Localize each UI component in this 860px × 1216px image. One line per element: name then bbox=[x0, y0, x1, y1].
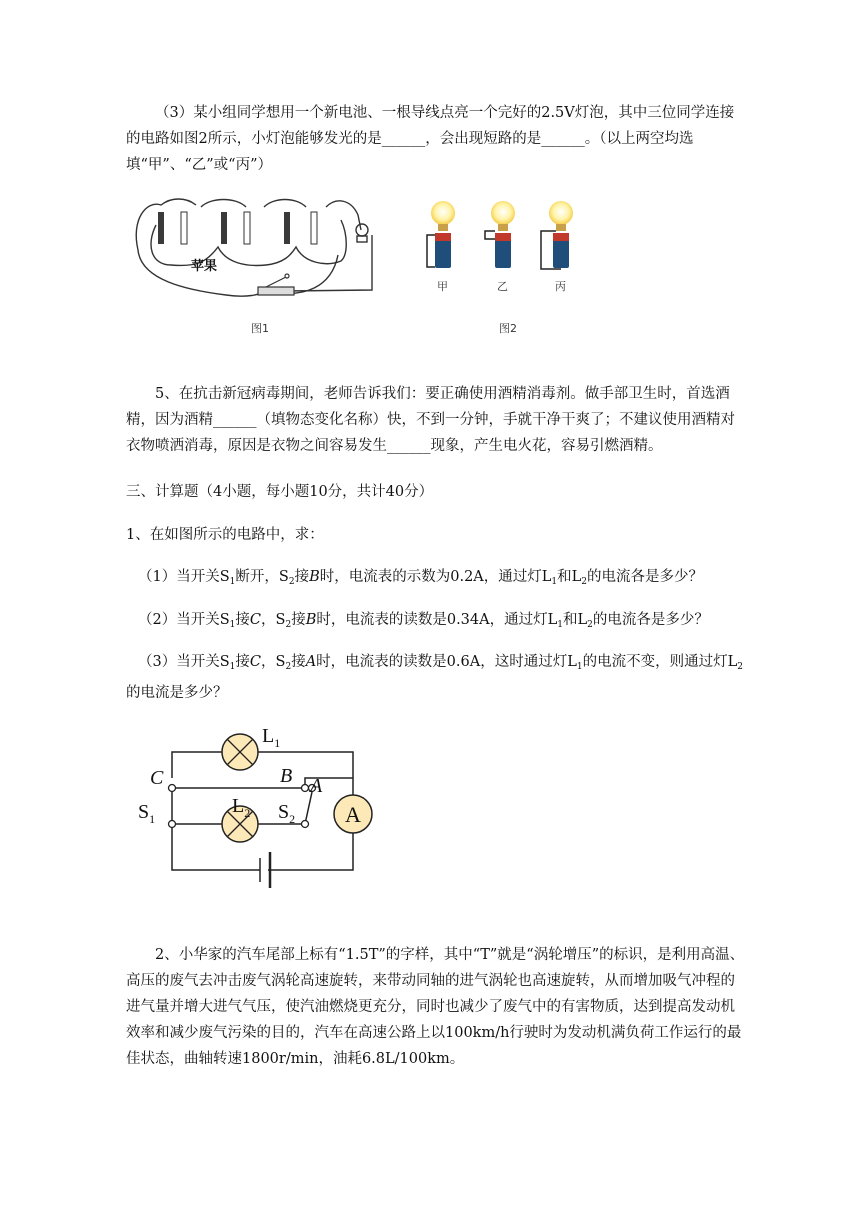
calc-1-q3: （3）当开关$S_1$接C，$S_2$接A时，电流表的读数是0.6A，这时通过灯$L_1$的电流不变，则通过灯$L_2$的电流是多少？ bbox=[126, 654, 743, 701]
calc-1-q1: （1）当开关$S_1$断开，$S_2$接B时，电流表的示数为0.2A，通过灯$L_1$和$L_2$的电流各是多少？ bbox=[138, 569, 704, 587]
label-s2: $S_2$ bbox=[278, 801, 296, 826]
question-3-text: （3）某小组同学想用一个新电池、一根导线点亮一个完好的2.5V灯泡，其中三位同学连接的电路如图2所示，小灯泡能够发光的是______，会出现短路的是______。（以上两空均选填“甲”、“乙”或“丙”） bbox=[126, 105, 735, 173]
label-c: C bbox=[150, 767, 164, 789]
fig2-label-jia: 甲 bbox=[437, 280, 448, 293]
label-b: B bbox=[280, 765, 293, 787]
lamp-l1 bbox=[222, 734, 258, 770]
fig2-label-bing: 丙 bbox=[555, 280, 566, 293]
svg-text:A: A bbox=[345, 802, 361, 827]
setup-jia bbox=[427, 201, 455, 268]
circuit-diagram bbox=[130, 720, 390, 900]
figure-2-bulb-setups bbox=[415, 195, 595, 340]
label-s1: $S_1$ bbox=[138, 801, 156, 826]
setup-bing bbox=[541, 201, 573, 269]
label-a: A bbox=[310, 775, 323, 797]
calc-1-intro: 1、在如图所示的电路中，求： bbox=[126, 527, 324, 543]
question-5-text: 5、在抗击新冠病毒期间，老师告诉我们：要正确使用酒精消毒剂。做手部卫生时，首选酒精，因为酒精______（填物态变化名称）快，不到一分钟，手就干净干爽了；不建议使用酒精对衣物喷洒消毒，原因是衣物之间容易发生______现象，产生电火花，容易引燃酒精。 bbox=[126, 386, 735, 454]
calc-2-text: 2、小华家的汽车尾部上标有“1.5T”的字样，其中“T”就是“涡轮增压”的标识，是利用高温、高压的废气去冲击废气涡轮高速旋转，来带动同轴的进气涡轮也高速旋转，从而增加吸气冲程的进气量并增大进气气压，使汽油燃烧更充分，同时也减少了废气中的有害物质，达到提高发动机效率和减少废气污染的目的，汽车在高速公路上以100km/h行驶时为发动机满负荷工作运行的最佳状态，曲轴转速1800r/min，油耗6.8L/100km。 bbox=[126, 947, 745, 1067]
fig2-label-yi: 乙 bbox=[497, 280, 508, 293]
ammeter bbox=[334, 795, 372, 833]
section-3-title: 三、计算题（4小题，每小题10分，共计40分） bbox=[126, 484, 434, 500]
fig2-caption: 图2 bbox=[499, 322, 517, 335]
label-l1: $L_1$ bbox=[262, 725, 281, 750]
figure-1-apple-circuit bbox=[126, 195, 386, 340]
setup-yi bbox=[485, 201, 515, 268]
calc-1-q2: （2）当开关$S_1$接C，$S_2$接B时，电流表的读数是0.34A，通过灯$L_1$和$L_2$的电流各是多少？ bbox=[138, 612, 709, 630]
fig1-apple-label: 苹果 bbox=[191, 259, 218, 274]
label-l2: $L_2$ bbox=[232, 795, 251, 820]
fig1-caption: 图1 bbox=[251, 322, 269, 335]
